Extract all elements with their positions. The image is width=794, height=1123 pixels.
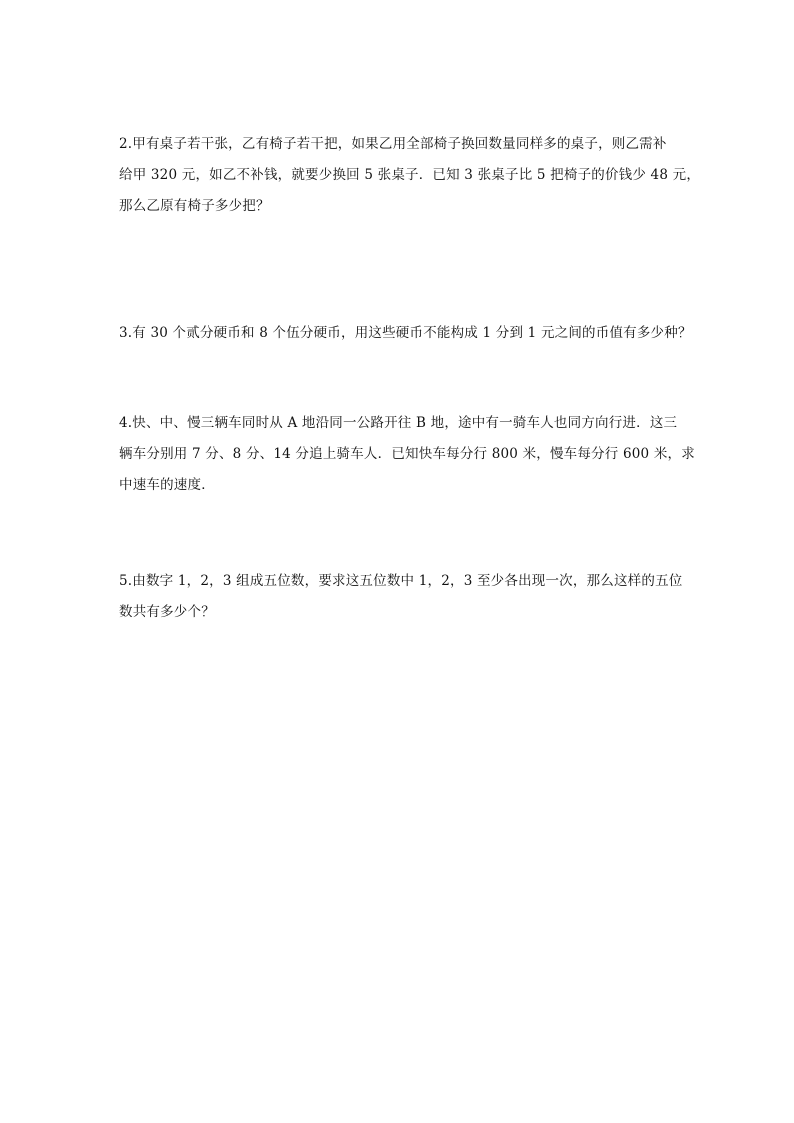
problem-4-line-3: 中速车的速度． [119,477,215,493]
problem-4-line-2: 辆车分别用 7 分、8 分、14 分追上骑车人．已知快车每分行 800 米，慢车每分行 600 米，求 [119,446,695,462]
problem-2 [119,129,701,222]
problem-2-line-3: 那么乙原有椅子多少把？ [119,198,270,214]
problem-5 [119,566,683,628]
problem-2-line-1: 2.甲有桌子若干张，乙有椅子若干把，如果乙用全部椅子换回数量同样多的桌子，则乙需补 [119,136,667,152]
problem-4 [119,408,695,501]
problem-4-line-1: 4.快、中、慢三辆车同时从 A 地沿同一公路开往 B 地，途中有一骑车人也同方向行进．这三 [119,415,678,431]
problem-2-line-2: 给甲 320 元，如乙不补钱，就要少换回 5 张桌子．已知 3 张桌子比 5 把椅子的价钱少 48 元， [119,167,701,183]
problem-3 [119,318,692,349]
problem-5-line-2: 数共有多少个？ [119,604,215,620]
problem-3-line-1: 3.有 30 个贰分硬币和 8 个伍分硬币，用这些硬币不能构成 1 分到 1 元之间的币值有多少种？ [119,325,692,341]
problem-5-line-1: 5.由数字 1，2，3 组成五位数，要求这五位数中 1，2，3 至少各出现一次，那么这样的五位 [119,573,683,589]
